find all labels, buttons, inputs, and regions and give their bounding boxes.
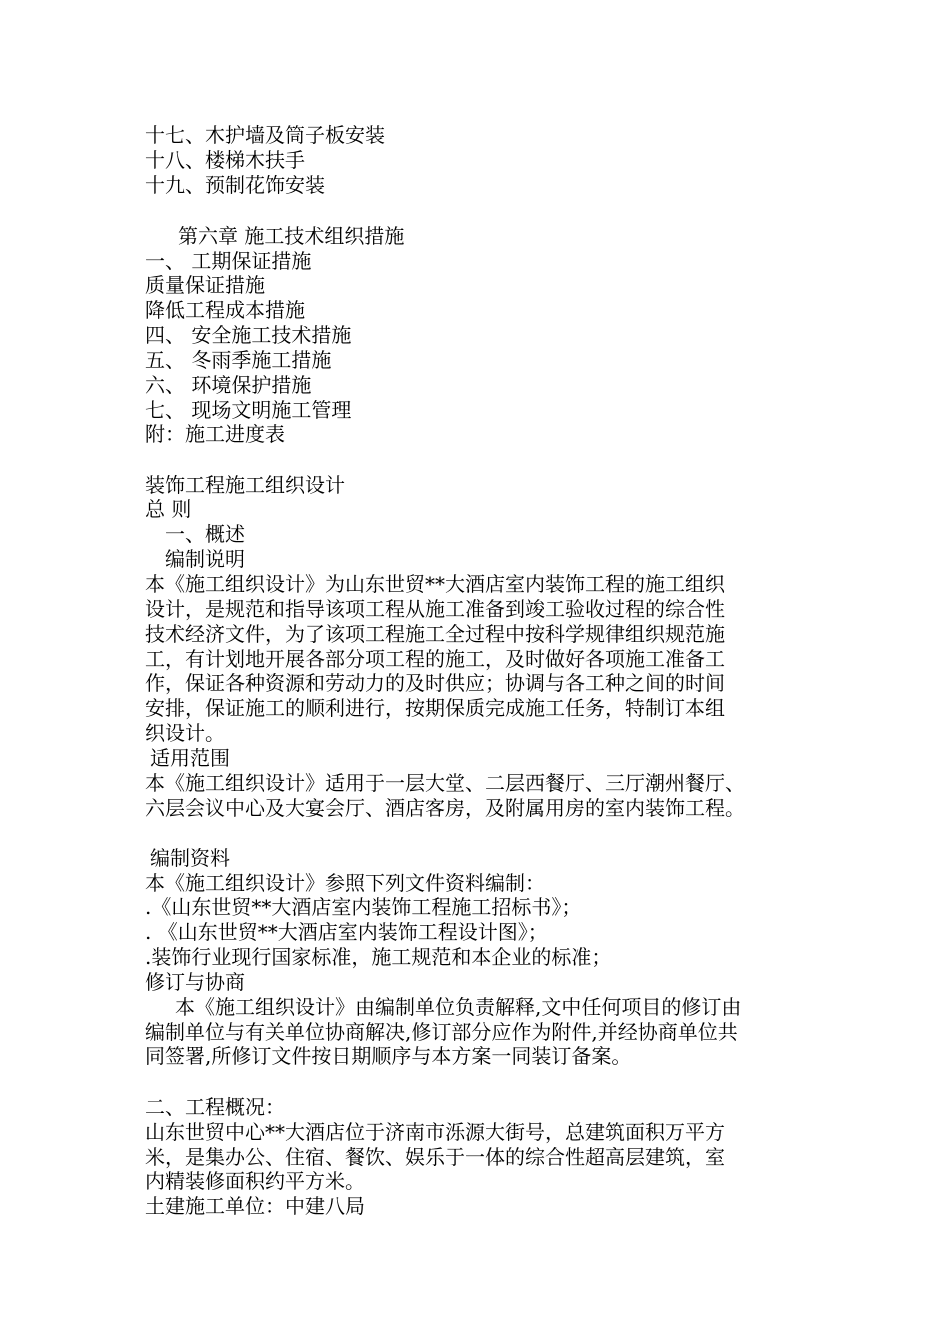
chapter-6-item: 四、 安全施工技术措施 xyxy=(145,323,352,347)
chapter-6-item: 附：施工进度表 xyxy=(145,422,285,446)
materials-line: .《山东世贸**大酒店室内装饰工程施工招标书》； xyxy=(145,895,582,919)
compile-line: 本《施工组织设计》为山东世贸**大酒店室内装饰工程的施工组织 xyxy=(145,572,725,596)
overview-heading: 一、概述 xyxy=(165,522,245,546)
design-title: 装饰工程施工组织设计 xyxy=(145,473,345,497)
project-line: 山东世贸中心**大酒店位于济南市泺源大街号，总建筑面积万平方 xyxy=(145,1120,725,1144)
project-line: 土建施工单位：中建八局 xyxy=(145,1194,365,1218)
scope-line: 六层会议中心及大宴会厅、酒店客房，及附属用房的室内装饰工程。 xyxy=(145,796,745,820)
chapter-6-item: 七、 现场文明施工管理 xyxy=(145,398,352,422)
project-line: 米，是集办公、住宿、餐饮、娱乐于一体的综合性超高层建筑，室 xyxy=(145,1145,725,1169)
scope-line: 本《施工组织设计》适用于一层大堂、二层西餐厅、三厅潮州餐厅、 xyxy=(145,771,745,795)
materials-line: 本《施工组织设计》参照下列文件资料编制： xyxy=(145,871,545,895)
project-line: 内精装修面积约平方米。 xyxy=(145,1169,365,1193)
chapter-6-title: 第六章 施工技术组织措施 xyxy=(178,224,405,248)
compile-line: 技术经济文件，为了该项工程施工全过程中按科学规律组织规范施 xyxy=(145,622,725,646)
revision-line: 同签署,所修订文件按日期顺序与本方案一同装订备案。 xyxy=(145,1044,632,1068)
toc-item-18: 十八、楼梯木扶手 xyxy=(145,148,305,172)
compile-heading: 编制说明 xyxy=(165,547,245,571)
chapter-6-item: 质量保证措施 xyxy=(145,273,265,297)
revision-line: 本《施工组织设计》由编制单位负责解释,文中任何项目的修订由 xyxy=(175,995,742,1019)
compile-line: 作，保证各种资源和劳动力的及时供应；协调与各工种之间的时间 xyxy=(145,671,725,695)
chapter-6-item: 六、 环境保护措施 xyxy=(145,373,312,397)
general-heading: 总 则 xyxy=(145,497,192,521)
compile-line: 安排，保证施工的顺利进行，按期保质完成施工任务，特制订本组 xyxy=(145,696,725,720)
toc-item-17: 十七、木护墙及筒子板安装 xyxy=(145,123,385,147)
compile-line: 设计，是规范和指导该项工程从施工准备到竣工验收过程的综合性 xyxy=(145,597,725,621)
chapter-6-item: 降低工程成本措施 xyxy=(145,298,305,322)
revision-heading: 修订与协商 xyxy=(145,970,245,994)
compile-line: 织设计。 xyxy=(145,721,225,745)
materials-line: .装饰行业现行国家标准，施工规范和本企业的标准； xyxy=(145,945,612,969)
chapter-6-item: 五、 冬雨季施工措施 xyxy=(145,348,332,372)
project-heading: 二、工程概况： xyxy=(145,1095,285,1119)
materials-heading: 编制资料 xyxy=(150,846,230,870)
revision-line: 编制单位与有关单位协商解决,修订部分应作为附件,并经协商单位共 xyxy=(145,1020,738,1044)
toc-item-19: 十九、预制花饰安装 xyxy=(145,173,325,197)
scope-heading: 适用范围 xyxy=(150,746,230,770)
compile-line: 工，有计划地开展各部分项工程的施工，及时做好各项施工准备工 xyxy=(145,647,725,671)
chapter-6-item: 一、 工期保证措施 xyxy=(145,249,312,273)
materials-line: . 《山东世贸**大酒店室内装饰工程设计图》； xyxy=(145,920,548,944)
